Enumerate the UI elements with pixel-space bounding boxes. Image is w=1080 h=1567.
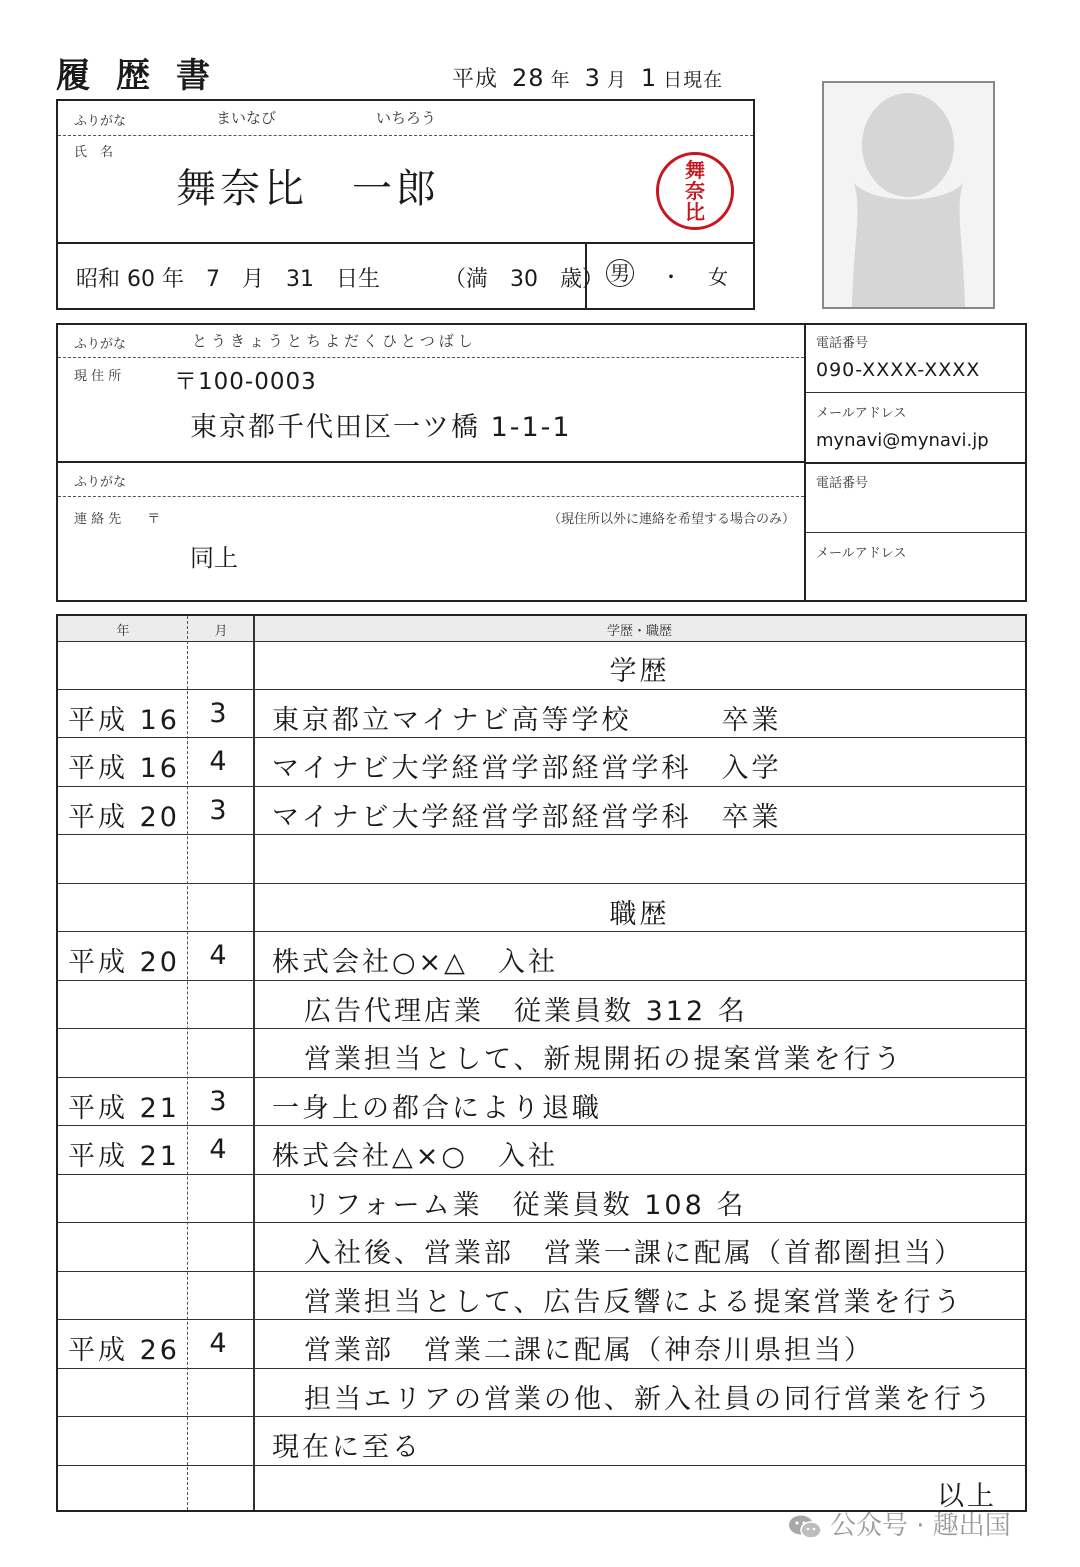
history-row xyxy=(58,1029,1025,1078)
date-month-unit: 月 xyxy=(606,69,627,91)
history-content: 一身上の都合により退職 xyxy=(272,1092,602,1124)
history-row xyxy=(58,1320,1025,1369)
date-month: 3 xyxy=(584,64,601,92)
age: （満 30 歳） xyxy=(444,267,604,292)
history-content: 東京都立マイナビ高等学校 卒業 xyxy=(272,704,782,736)
wechat-icon xyxy=(788,1514,822,1540)
history-row xyxy=(58,641,1025,690)
history-month: 3 xyxy=(209,697,227,729)
month-content-divider xyxy=(253,616,255,1510)
history-content: 営業担当として、広告反響による提案営業を行う xyxy=(304,1286,964,1318)
date-year: 28 xyxy=(512,64,545,92)
history-row xyxy=(58,884,1025,933)
watermark xyxy=(788,1505,1011,1542)
history-content: 担当エリアの営業の他、新入社員の同行営業を行う xyxy=(304,1383,994,1415)
history-content: 職歴 xyxy=(609,898,670,930)
gender-separator: ・ xyxy=(661,265,681,289)
email-cell-2 xyxy=(806,532,1025,600)
email-cell xyxy=(806,392,1025,464)
year-month-divider xyxy=(187,616,188,1510)
phone-label: 電話番号 xyxy=(816,336,869,351)
date-year-unit: 年 xyxy=(550,69,571,91)
contact-furigana-row xyxy=(58,461,804,497)
watermark-text: 公众号 · 趣出国 xyxy=(830,1511,1011,1541)
history-year: 平成 21 xyxy=(68,1141,180,1172)
history-row xyxy=(58,1126,1025,1175)
contact-value: 同上 xyxy=(190,544,238,572)
history-row xyxy=(58,835,1025,884)
history-content: 営業部 営業二課に配属（神奈川県担当） xyxy=(304,1335,874,1366)
address-label: 現 住 所 xyxy=(74,369,122,384)
history-year: 平成 20 xyxy=(68,947,180,978)
history-row xyxy=(58,1223,1025,1272)
seal-stamp xyxy=(656,152,734,230)
photo-placeholder xyxy=(822,81,995,309)
address: 東京都千代田区一ツ橋 1-1-1 xyxy=(190,412,572,443)
history-year: 平成 21 xyxy=(68,1092,180,1124)
phone-label-2: 電話番号 xyxy=(816,476,869,491)
history-row xyxy=(58,932,1025,981)
history-row xyxy=(58,1175,1025,1224)
history-content: 現在に至る xyxy=(272,1432,422,1463)
furigana-given-name: いちろう xyxy=(376,109,437,127)
history-row xyxy=(58,1417,1025,1466)
history-row xyxy=(58,738,1025,787)
name-furigana-row xyxy=(58,101,753,136)
address-furigana: とうきょうとちよだくひとつばし xyxy=(192,332,477,350)
history-content: マイナビ大学経営学部経営学科 卒業 xyxy=(272,801,782,833)
history-content: マイナビ大学経営学部経営学科 入学 xyxy=(272,753,782,784)
history-header xyxy=(58,616,1025,642)
stamp-char: 比 xyxy=(685,199,705,224)
history-row xyxy=(58,690,1025,739)
contact-label: 連 絡 先 〒 xyxy=(74,512,161,527)
name-label: 氏 名 xyxy=(74,145,114,160)
name-row xyxy=(58,135,753,244)
history-row xyxy=(58,1369,1025,1418)
history-row xyxy=(58,1272,1025,1321)
title-char: 歴 xyxy=(116,56,154,96)
contact-note: （現住所以外に連絡を希望する場合のみ） xyxy=(548,512,796,527)
history-year: 平成 16 xyxy=(68,753,180,784)
date-day-unit: 日現在 xyxy=(663,69,724,91)
history-year: 平成 20 xyxy=(68,801,180,833)
birth-row xyxy=(58,242,753,308)
column-month: 月 xyxy=(214,624,228,639)
history-content: 営業担当として、新規開拓の提案営業を行う xyxy=(304,1044,904,1075)
history-content: 株式会社○×△ 入社 xyxy=(272,947,558,978)
title-char: 書 xyxy=(176,56,214,96)
phone-cell-2 xyxy=(806,462,1025,533)
full-name: 舞奈比 一郎 xyxy=(176,166,440,212)
history-content: リフォーム業 従業員数 108 名 xyxy=(304,1189,747,1221)
postal-code: 〒100-0003 xyxy=(174,369,317,395)
furigana-family-name: まいなび xyxy=(216,109,277,127)
history-row xyxy=(58,787,1025,836)
email-label-2: メールアドレス xyxy=(816,546,907,561)
stamp-char: 奈 xyxy=(685,178,705,203)
stamp-char: 舞 xyxy=(685,157,705,182)
gender-female: 女 xyxy=(708,265,728,289)
birth-date: 昭和 60 年 7 月 31 日生 xyxy=(76,267,380,292)
history-content: 株式会社△×○ 入社 xyxy=(272,1141,558,1172)
furigana-label: ふりがな xyxy=(74,114,127,129)
email-label: メールアドレス xyxy=(816,406,907,421)
column-year: 年 xyxy=(116,624,130,639)
date-day: 1 xyxy=(640,64,658,92)
history-row xyxy=(58,1078,1025,1127)
history-month: 3 xyxy=(209,794,227,826)
phone-number: 090-XXXX-XXXX xyxy=(816,359,981,381)
history-month: 4 xyxy=(209,1134,227,1165)
contact-row xyxy=(58,496,804,600)
history-content: 入社後、営業部 営業一課に配属（首都圏担当） xyxy=(304,1238,964,1269)
title-char: 履 xyxy=(56,56,94,96)
gender-male-circled: 男 xyxy=(606,259,634,287)
person-silhouette-icon xyxy=(824,83,993,307)
phone-cell xyxy=(806,325,1025,393)
name-section xyxy=(56,99,755,310)
document-date xyxy=(452,62,723,93)
address-furigana-row xyxy=(58,325,804,358)
history-table xyxy=(56,614,1027,1512)
history-year: 平成 16 xyxy=(68,704,180,736)
column-content: 学歴・職歴 xyxy=(606,624,672,639)
history-content: 学歴 xyxy=(609,656,670,687)
history-content: 以上 xyxy=(937,1480,997,1512)
history-month: 4 xyxy=(209,940,227,971)
document-title xyxy=(56,48,236,97)
furigana-label: ふりがな xyxy=(74,337,127,352)
history-year: 平成 26 xyxy=(68,1335,180,1366)
date-era: 平成 xyxy=(452,67,499,92)
furigana-label: ふりがな xyxy=(74,475,127,490)
history-content: 広告代理店業 従業員数 312 名 xyxy=(304,995,748,1027)
history-row xyxy=(58,981,1025,1030)
address-section xyxy=(56,323,1027,602)
history-month: 4 xyxy=(209,1328,227,1359)
gender-divider xyxy=(585,242,587,308)
history-month: 3 xyxy=(209,1085,227,1117)
email-address: mynavi@mynavi.jp xyxy=(816,430,989,451)
address-row xyxy=(58,357,804,463)
history-month: 4 xyxy=(209,746,227,777)
